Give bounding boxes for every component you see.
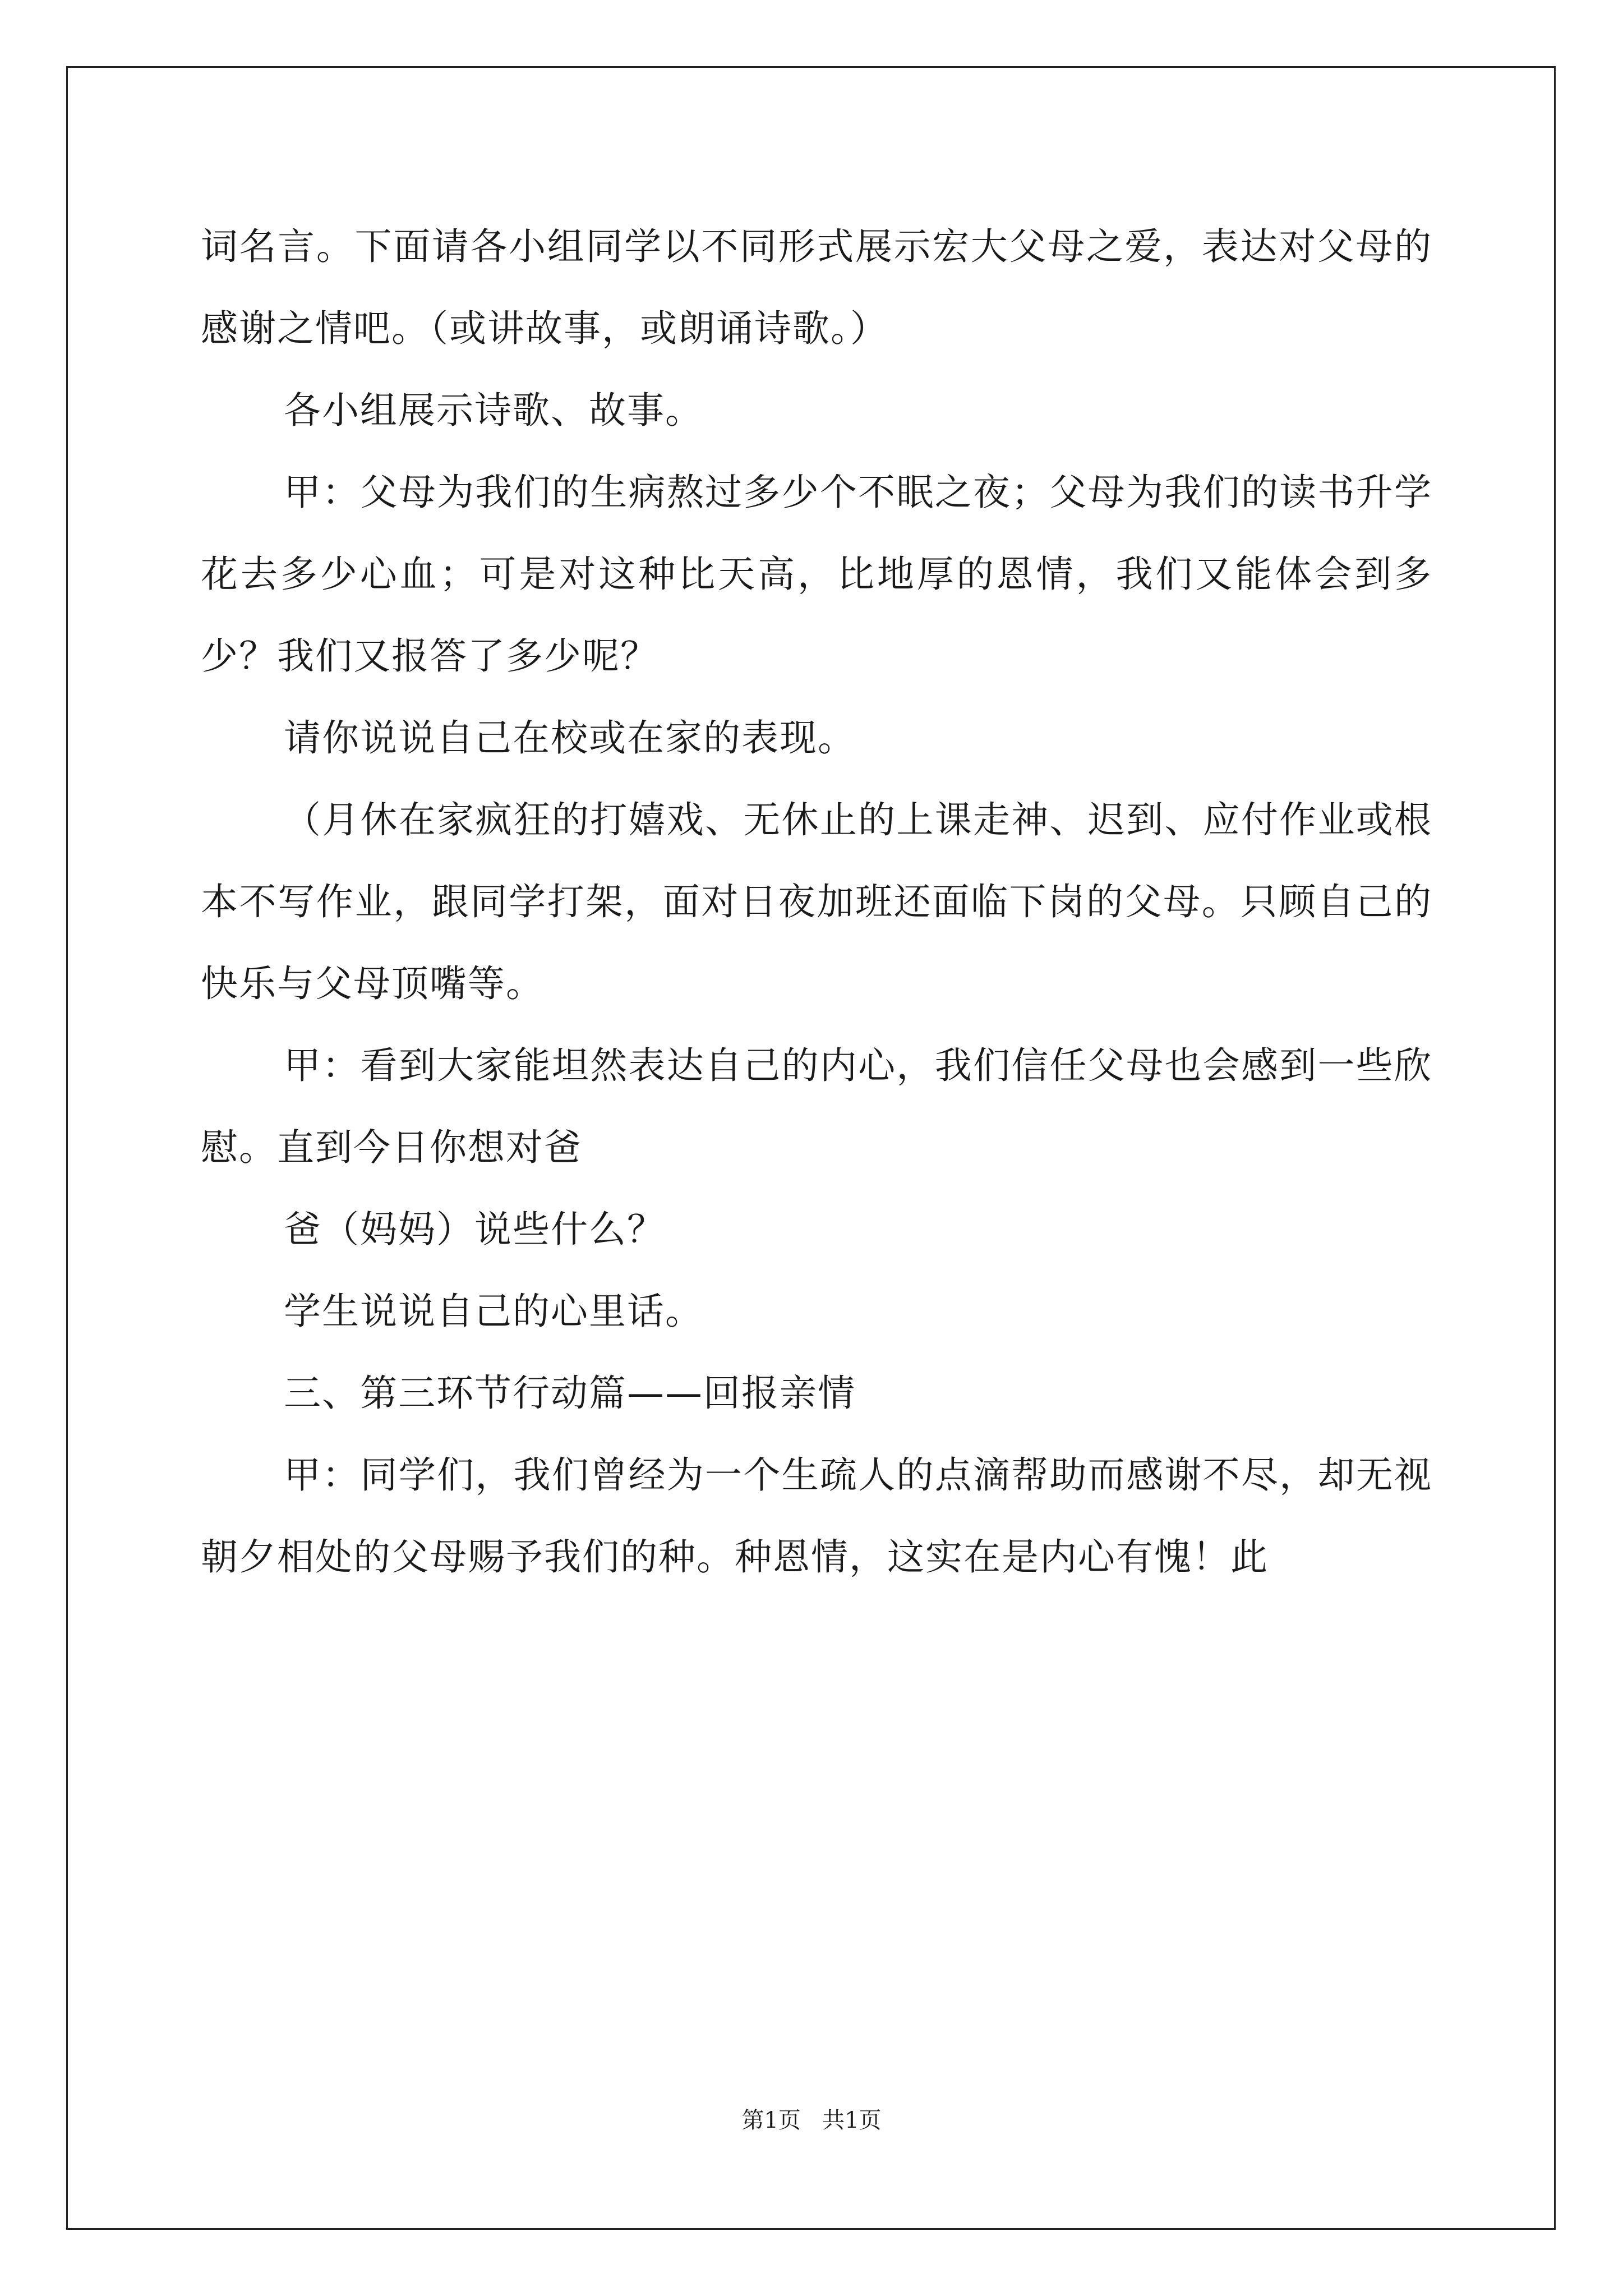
paragraph-6: 甲：看到大家能坦然表达自己的内心，我们信任父母也会感到一些欣慰。直到今日你想对爸 [201,1044,1432,1169]
page-total: 共1页 [822,2108,882,2133]
paragraph-4: 请你说说自己在校或在家的表现。 [284,716,856,760]
paragraph-2: 各小组展示诗歌、故事。 [284,389,703,432]
paragraph-7: 爸（妈妈）说些什么？ [284,1208,665,1251]
paragraph-8: 学生说说自己的心里话。 [284,1290,703,1333]
paragraph-10: 甲：同学们，我们曾经为一个生疏人的点滴帮助而感谢不尽，却无视朝夕相处的父母赐予我们的种。种恩情，这实在是内心有愧！此 [201,1453,1432,1579]
footer-spacer [801,2108,822,2133]
page-number: 第1页 [741,2108,801,2133]
paragraph-5: （月休在家疯狂的打嬉戏、无休止的上课走神、迟到、应付作业或根本不写作业，跟同学打架，面对日夜加班还面临下岗的父母。只顾自己的快乐与父母顶嘴等。 [201,798,1432,1005]
paragraph-3: 甲：父母为我们的生病熬过多少个不眠之夜；父母为我们的读书升学花去多少心血；可是对这种比天高，比地厚的恩情，我们又能体会到多少？我们又报答了多少呢？ [201,471,1432,678]
page-footer [0,2102,1623,2134]
section-heading: 三、第三环节行动篇——回报亲情 [284,1372,856,1415]
paragraph-1: 词名言。下面请各小组同学以不同形式展示宏大父母之爱，表达对父母的感谢之情吧。（或讲故事，或朗诵诗歌。） [201,225,1432,350]
document-body [201,206,1432,1598]
